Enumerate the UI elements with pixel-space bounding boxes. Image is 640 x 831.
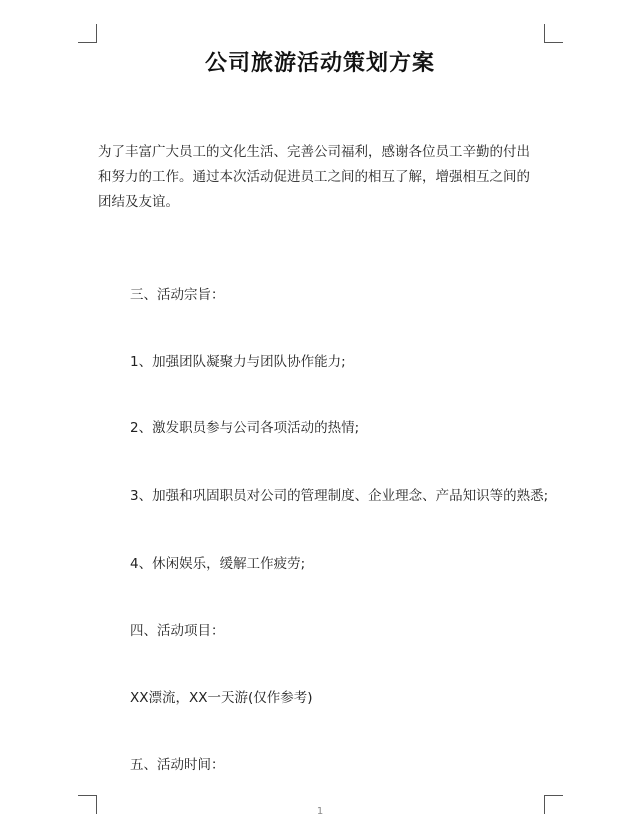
section-heading-time: 五、活动时间：	[130, 757, 225, 773]
crop-mark-top-left	[78, 24, 97, 43]
section-heading-purpose: 三、活动宗旨：	[130, 287, 225, 303]
crop-mark-top-right	[544, 24, 563, 43]
purpose-item-4: 4、休闲娱乐，缓解工作疲劳;	[130, 556, 306, 572]
document-title: 公司旅游活动策划方案	[204, 51, 435, 76]
purpose-item-1: 1、加强团队凝聚力与团队协作能力;	[130, 354, 346, 370]
page-number: 1	[316, 806, 324, 817]
purpose-item-3: 3、加强和巩固职员对公司的管理制度、企业理念、产品知识等的熟悉;	[130, 488, 549, 504]
section-heading-activities: 四、活动项目：	[130, 623, 225, 639]
activities-item: XX漂流，XX一天游(仅作参考)	[130, 690, 313, 706]
purpose-item-2: 2、激发职员参与公司各项活动的热情;	[130, 420, 360, 436]
intro-paragraph: 为了丰富广大员工的文化生活、完善公司福利，感谢各位员工辛勤的付出和努力的工作。通过本次活动促进员工之间的相互了解，增强相互之间的团结及友谊。	[98, 144, 530, 210]
